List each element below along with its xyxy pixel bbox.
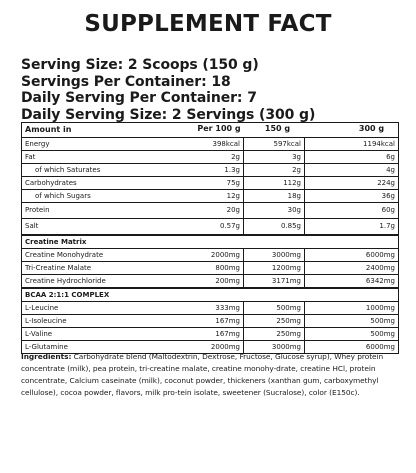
row-value-300g: 6g — [386, 153, 395, 161]
header-per-100g: Per 100 g — [197, 124, 241, 133]
row-label: L-Isoleucine — [25, 317, 67, 325]
row-label: Energy — [25, 140, 50, 148]
row-value-150g: 3000mg — [244, 249, 305, 261]
table-row — [22, 177, 398, 190]
row-value-150g: 0.85g — [244, 219, 305, 234]
row-value-per-100g: 2000mg — [174, 249, 244, 261]
page-title: SUPPLEMENT FACT — [84, 11, 332, 37]
row-label: L-Leucine — [25, 304, 59, 312]
row-value-150g: 3g — [244, 151, 305, 163]
row-label: L-Valine — [25, 330, 53, 338]
row-value-per-100g: 398kcal — [174, 138, 244, 150]
row-value-per-100g: 167mg — [174, 315, 244, 327]
row-value-150g: 3171mg — [244, 275, 305, 287]
row-value-per-100g: 200mg — [174, 275, 244, 287]
table-row — [22, 302, 398, 315]
row-value-300g: 2400mg — [365, 264, 395, 272]
section-title: BCAA 2:1:1 COMPLEX — [25, 291, 110, 299]
serving-summary — [21, 57, 401, 123]
supplement-facts-table — [21, 122, 399, 354]
row-label: Creatine Hydrochloride — [25, 277, 106, 285]
table-header-row — [22, 123, 398, 138]
row-label: L-Glutamine — [25, 343, 68, 351]
row-value-150g: 112g — [244, 177, 305, 189]
header-300g: 300 g — [358, 124, 385, 133]
row-value-150g: 3000mg — [244, 341, 305, 353]
table-row — [22, 190, 398, 203]
servings-per-container: Servings Per Container: 18 — [21, 73, 231, 90]
row-value-per-100g: 167mg — [174, 328, 244, 340]
row-value-150g: 2g — [244, 164, 305, 176]
ingredients-label: Ingredients: — [21, 352, 72, 361]
section-title: Creatine Matrix — [25, 238, 87, 246]
row-label: of which Saturates — [35, 166, 101, 174]
row-label: Carbohydrates — [25, 179, 77, 187]
row-value-150g: 250mg — [244, 328, 305, 340]
row-value-300g: 224g — [377, 179, 395, 187]
row-value-per-100g: 800mg — [174, 262, 244, 274]
row-value-150g: 250mg — [244, 315, 305, 327]
serving-size: Serving Size: 2 Scoops (150 g) — [21, 57, 259, 73]
table-row — [22, 315, 398, 328]
row-value-per-100g: 1.3g — [174, 164, 244, 176]
row-value-per-100g: 2g — [174, 151, 244, 163]
row-value-300g: 1000mg — [365, 304, 395, 312]
row-value-per-100g: 12g — [174, 190, 244, 202]
table-row — [22, 219, 398, 235]
table-row — [22, 151, 398, 164]
row-value-per-100g: 75g — [174, 177, 244, 189]
section-header-bcaa — [22, 288, 398, 302]
daily-serving-size: Daily Serving Size: 2 Servings (300 g) — [21, 106, 316, 123]
row-value-300g: 4g — [386, 166, 395, 174]
table-row — [22, 138, 398, 151]
row-value-300g: 36g — [381, 192, 395, 200]
table-row — [22, 203, 398, 219]
row-value-300g: 1.7g — [379, 222, 395, 230]
row-value-300g: 6000mg — [365, 251, 395, 259]
header-amount-in: Amount in — [25, 125, 72, 134]
table-row — [22, 262, 398, 275]
row-label: Creatine Monohydrate — [25, 251, 104, 259]
row-value-150g: 597kcal — [244, 138, 305, 150]
row-value-150g: 18g — [244, 190, 305, 202]
row-value-300g: 500mg — [370, 317, 395, 325]
row-value-150g: 1200mg — [244, 262, 305, 274]
row-value-per-100g: 0.57g — [174, 219, 244, 234]
row-label: Protein — [25, 206, 50, 214]
row-value-300g: 500mg — [370, 330, 395, 338]
row-value-per-100g: 2000mg — [174, 341, 244, 353]
table-row — [22, 249, 398, 262]
row-label: Fat — [25, 153, 36, 161]
row-value-per-100g: 20g — [174, 203, 244, 218]
ingredients-text: Carbohydrate blend (Maltodextrin, Dextrose, Fructose, Glucose syrup), Whey protein concentrate (milk), pea protein, tri-creatine malate, creatine monohy-drate, creatine HCl, protein concentrate, Calcium caseinate (milk), coconut powder, thickeners (xanthan gum, carboxymethyl cellulose), cocoa powder, flavors, milk pro-tein isolate, sweetener (Sucralose), color (E150c). — [21, 352, 384, 397]
row-label: Salt — [25, 222, 39, 230]
section-header-creatine — [22, 235, 398, 249]
row-label: Tri-Creatine Malate — [25, 264, 92, 272]
ingredients-paragraph — [21, 351, 397, 399]
row-value-300g: 6342mg — [365, 277, 395, 285]
row-value-per-100g: 333mg — [174, 302, 244, 314]
header-150g: 150 g — [264, 124, 291, 133]
daily-serving-per-container: Daily Serving Per Container: 7 — [21, 90, 257, 106]
row-label: of which Sugars — [35, 192, 91, 200]
row-value-300g: 1194kcal — [363, 140, 395, 148]
row-value-300g: 60g — [381, 206, 395, 214]
row-value-150g: 30g — [244, 203, 305, 218]
table-row — [22, 328, 398, 341]
table-row — [22, 275, 398, 288]
row-value-300g: 6000mg — [365, 343, 395, 351]
table-row — [22, 164, 398, 177]
row-value-150g: 500mg — [244, 302, 305, 314]
